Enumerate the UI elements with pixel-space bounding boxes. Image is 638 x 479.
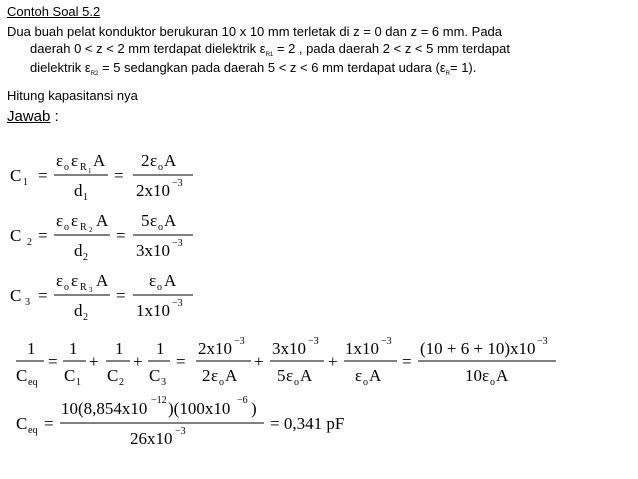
coefficient: 2 [202,366,211,385]
subscript: R [80,222,87,233]
plus-sign: + [89,352,99,371]
problem-text: = 1). [450,60,477,75]
subscript: 3 [89,286,93,294]
epsilon: ε [71,271,79,290]
subscript: 3 [161,377,166,388]
exponent: −3 [537,336,548,347]
d-symbol: d [74,241,83,260]
exponent: −3 [175,426,186,437]
equals-sign: = [38,166,48,185]
numerator: ) [251,399,257,418]
subscript: 2 [83,312,88,323]
numerator: 1 [115,339,124,358]
c-symbol: C [10,226,22,245]
subscript: o [157,282,162,293]
subscript: o [64,282,69,293]
answer-label-text: Jawab [7,108,51,125]
subscript: o [294,377,299,388]
epsilon: ε [71,211,79,230]
equation-ceq-sum [16,336,556,388]
subscript: R [445,71,450,77]
result-value: = 0,341 pF [270,414,345,433]
epsilon: ε [150,211,158,230]
exponent: −12 [151,395,167,406]
equation-c3 [10,271,193,323]
numerator: 1x10 [345,339,379,358]
area-symbol: A [96,271,109,290]
coefficient: 5 [277,366,286,385]
area-symbol: A [164,211,177,230]
equals-sign: = [38,286,48,305]
numerator: 1 [69,339,78,358]
epsilon: ε [211,366,219,385]
subscript: o [490,377,495,388]
subscript: eq [28,377,38,388]
numerator: 3x10 [272,339,306,358]
exponent: −3 [172,298,183,309]
c-symbol: C [16,366,28,385]
coefficient: 2 [141,151,150,170]
area-symbol: A [164,271,177,290]
page-title: Contoh Soal 5.2 [7,4,101,19]
epsilon: ε [56,151,64,170]
subscript: R [80,282,87,293]
epsilon: ε [286,366,294,385]
area-symbol: A [96,211,109,230]
subscript: 3 [25,297,30,308]
plus-sign: + [254,352,264,371]
area-symbol: A [164,151,177,170]
exponent: −3 [172,178,183,189]
numerator: 10(8,854x10 [61,399,148,418]
subscript: 2 [83,252,88,263]
c-symbol: C [16,414,28,433]
exponent: −6 [237,395,248,406]
equals-sign: = [48,352,58,371]
equals-sign: = [44,414,54,433]
numerator: 1 [156,339,165,358]
denominator: 3x10 [136,241,170,260]
d-symbol: d [74,181,83,200]
coefficient: 5 [141,211,150,230]
area-symbol: A [300,366,313,385]
c-symbol: C [64,366,76,385]
d-symbol: d [74,301,83,320]
numerator: (10 + 6 + 10)x10 [420,339,536,358]
subscript: 2 [89,226,93,234]
area-symbol: A [225,366,238,385]
c-symbol: C [149,366,161,385]
subscript: 1 [88,167,92,175]
area-symbol: A [369,366,382,385]
epsilon: ε [149,271,157,290]
c-symbol: C [10,286,22,305]
equals-sign: = [402,352,412,371]
area-symbol: A [93,151,106,170]
epsilon: ε [150,151,158,170]
denominator: 2x10 [136,181,170,200]
equation-c2 [10,211,193,263]
problem-line-1: Dua buah pelat konduktor berukuran 10 x 10 mm terletak di z = 0 dan z = 6 mm. Pada [7,24,503,39]
numerator: 2x10 [198,339,232,358]
subscript: o [158,222,163,233]
epsilon: ε [56,211,64,230]
question-text: Hitung kapasitansi nya [7,88,138,103]
epsilon: ε [71,151,79,170]
equals-sign: = [116,226,126,245]
c-symbol: C [107,366,119,385]
plus-sign: + [133,352,143,371]
subscript: R1 [265,51,274,58]
subscript: o [64,162,69,173]
problem-text: = 5 sedangkan pada daerah 5 < z < 6 mm terdapat udara (ε [98,60,446,75]
equals-sign: = [38,226,48,245]
problem-text: dielektrik ε [30,60,91,75]
problem-text: = 2 , pada daerah 2 < z < 5 mm terdapat [273,40,510,56]
exponent: −3 [172,238,183,249]
equals-sign: = [116,286,126,305]
subscript: R2 [90,71,99,77]
subscript: o [158,162,163,173]
coefficient: 10 [465,366,482,385]
epsilon: ε [355,366,363,385]
equation-ceq-final [16,395,344,448]
numerator: 1 [27,339,36,358]
problem-text: daerah 0 < z < 2 mm terdapat dielektrik ε [30,40,266,56]
subscript: o [219,377,224,388]
area-symbol: A [496,366,509,385]
numerator: )(100x10 [168,399,231,418]
subscript: 1 [76,377,81,388]
plus-sign: + [328,352,338,371]
epsilon: ε [482,366,490,385]
subscript: 1 [23,177,28,188]
subscript: 1 [83,192,88,203]
exponent: −3 [234,336,245,347]
subscript: o [64,222,69,233]
denominator: 26x10 [130,429,173,448]
subscript: o [363,377,368,388]
equation-c1 [10,151,193,203]
subscript: 2 [119,377,124,388]
subscript: 2 [27,237,32,248]
answer-colon: : [50,108,59,125]
subscript: eq [28,425,38,436]
equals-sign: = [114,166,124,185]
equals-sign: = [176,352,186,371]
c-symbol: C [10,166,22,185]
subscript: R [80,162,87,173]
exponent: −3 [308,336,319,347]
denominator: 1x10 [136,301,170,320]
exponent: −3 [381,336,392,347]
epsilon: ε [56,271,64,290]
